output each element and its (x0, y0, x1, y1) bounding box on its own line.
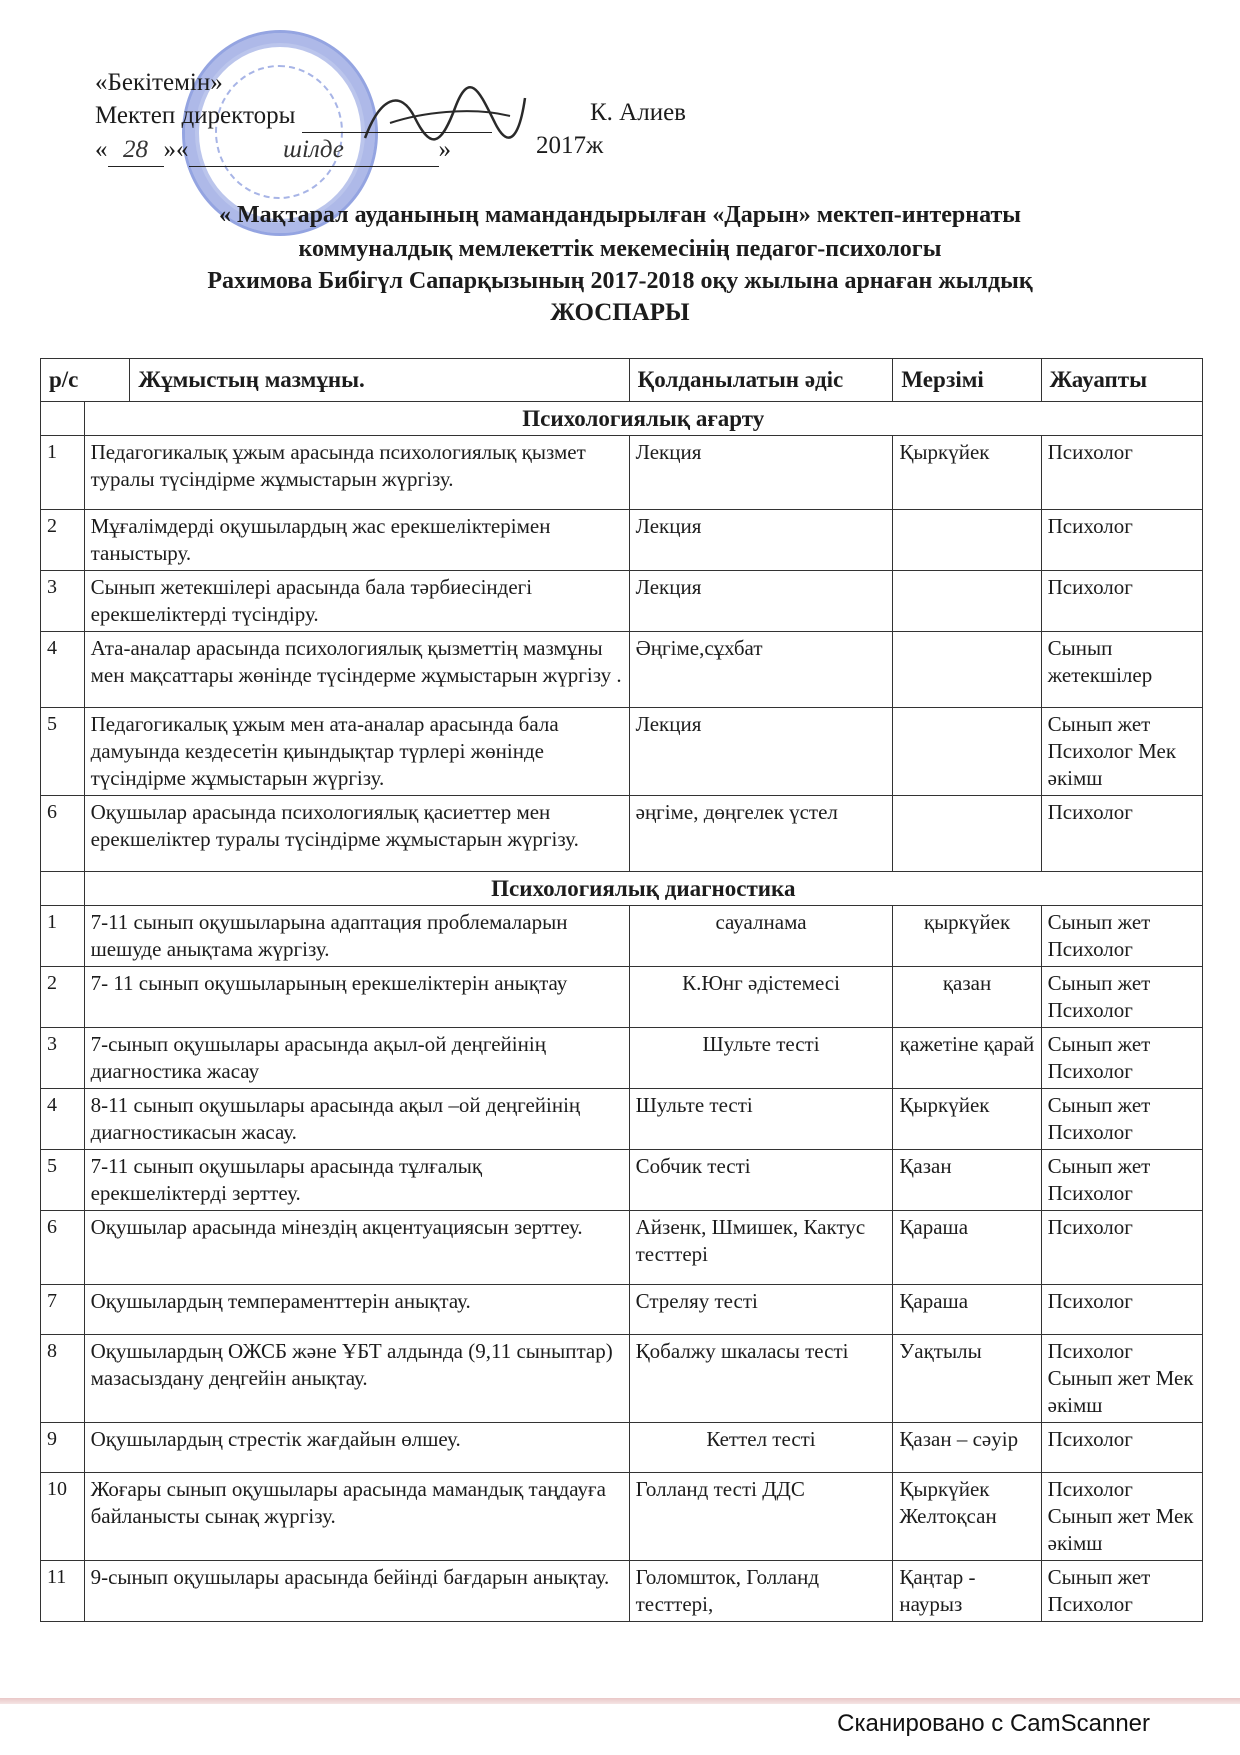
row-content: Педагогикалық ұжым мен ата-аналар арасында бала дамуында кездесетін қиындықтар түрлері жөнінде түсіндірме жұмыстарын жүргізу. (84, 708, 629, 796)
date-day: 28 (108, 133, 164, 167)
row-number: 8 (41, 1335, 85, 1423)
row-term (893, 510, 1041, 571)
row-term: Қараша (893, 1211, 1041, 1285)
row-number: 2 (41, 967, 85, 1028)
row-term: қыркүйек (893, 906, 1041, 967)
section-spacer (41, 872, 85, 906)
table-row (41, 906, 1203, 967)
section-row (41, 402, 1203, 436)
table-row (41, 1561, 1203, 1622)
row-method: Голланд тесті ДДС (629, 1473, 893, 1561)
approval-year: 2017ж (536, 132, 604, 159)
row-number: 5 (41, 708, 85, 796)
row-responsible: Сынып жет Психолог (1041, 906, 1202, 967)
row-responsible: Психолог (1041, 1285, 1202, 1335)
table-row (41, 1473, 1203, 1561)
row-content: Оқушылардың стрестік жағдайын өлшеу. (84, 1423, 629, 1473)
row-method: Лекция (629, 436, 893, 510)
row-term: Қыркүйек (893, 436, 1041, 510)
row-number: 1 (41, 436, 85, 510)
row-content: 7- 11 сынып оқушыларының ерекшеліктерін анықтау (84, 967, 629, 1028)
row-method: Лекция (629, 708, 893, 796)
row-term (893, 796, 1041, 872)
row-responsible: Сынып жет Психолог (1041, 1089, 1202, 1150)
date-open: « (95, 136, 108, 163)
row-responsible: Психолог Сынып жет Мек әкімш (1041, 1335, 1202, 1423)
row-term (893, 708, 1041, 796)
row-content: Жоғары сынып оқушылары арасында мамандық таңдауға байланысты сынақ жүргізу. (84, 1473, 629, 1561)
section-title: Психологиялық диагностика (84, 872, 1202, 906)
row-term: қазан (893, 967, 1041, 1028)
table-row (41, 632, 1203, 708)
row-responsible: Психолог (1041, 796, 1202, 872)
row-content: 7-сынып оқушылары арасында ақыл-ой деңгейінің диагностика жасау (84, 1028, 629, 1089)
table-row (41, 1285, 1203, 1335)
header-term: Мерзімі (893, 359, 1041, 402)
row-term: Қаңтар - наурыз (893, 1561, 1041, 1622)
row-responsible: Сынып жет Психолог (1041, 1561, 1202, 1622)
row-term: Қазан (893, 1150, 1041, 1211)
row-term: Қазан – сәуір (893, 1423, 1041, 1473)
row-number: 3 (41, 571, 85, 632)
row-method: Шульте тесті (629, 1028, 893, 1089)
table-row (41, 708, 1203, 796)
row-method: Лекция (629, 510, 893, 571)
row-content: 7-11 сынып оқушылары арасында тұлғалық ерекшеліктерді зерттеу. (84, 1150, 629, 1211)
row-number: 5 (41, 1150, 85, 1211)
row-responsible: Сынып жет Психолог (1041, 967, 1202, 1028)
date-mid: »« (163, 136, 189, 163)
table-header-row (41, 359, 1203, 402)
row-method: К.Юнг әдістемесі (629, 967, 893, 1028)
row-content: Педагогикалық ұжым арасында психологиялық қызмет туралы түсіндірме жұмыстарын жүргізу. (84, 436, 629, 510)
table-row (41, 436, 1203, 510)
plan-table (40, 358, 1203, 1622)
table-row (41, 1150, 1203, 1211)
row-responsible: Психолог (1041, 436, 1202, 510)
section-title: Психологиялық ағарту (84, 402, 1202, 436)
approve-label: «Бекітемін» (95, 69, 223, 96)
row-term: Қыркүйек (893, 1089, 1041, 1150)
table-row (41, 1028, 1203, 1089)
table-row (41, 571, 1203, 632)
table-row (41, 510, 1203, 571)
row-number: 9 (41, 1423, 85, 1473)
row-content: Сынып жетекшілері арасында бала тәрбиесіндегі ерекшеліктерді түсіндіру. (84, 571, 629, 632)
approval-block (95, 66, 492, 167)
row-method: Қобалжу шкаласы тесті (629, 1335, 893, 1423)
footer-band (0, 1698, 1240, 1704)
table-row (41, 1211, 1203, 1285)
title-line-4: ЖОСПАРЫ (550, 299, 690, 326)
row-method: Кеттел тесті (629, 1423, 893, 1473)
row-responsible: Сынып жетекшілер (1041, 632, 1202, 708)
row-number: 11 (41, 1561, 85, 1622)
director-name: К. Алиев (590, 99, 686, 126)
table-row (41, 1423, 1203, 1473)
table-row (41, 1335, 1203, 1423)
row-content: Оқушылардың темпераменттерін анықтау. (84, 1285, 629, 1335)
row-responsible: Психолог (1041, 1211, 1202, 1285)
row-term: Уақтылы (893, 1335, 1041, 1423)
table-row (41, 967, 1203, 1028)
row-number: 7 (41, 1285, 85, 1335)
row-responsible: Психолог (1041, 510, 1202, 571)
row-term: Қыркүйек Желтоқсан (893, 1473, 1041, 1561)
row-term: қажетіне қарай (893, 1028, 1041, 1089)
title-line-2: коммуналдық мемлекеттік мекемесінің педагог-психологы (298, 236, 942, 262)
row-method: Голомшток, Голланд тесттері, (629, 1561, 893, 1622)
row-number: 4 (41, 632, 85, 708)
row-content: Ата-аналар арасында психологиялық қызметтің мазмұны мен мақсаттары жөнінде түсіндерме жұмыстарын жүргізу . (84, 632, 629, 708)
row-content: 7-11 сынып оқушыларына адаптация проблемаларын шешуде анықтама жүргізу. (84, 906, 629, 967)
row-method: Айзенк, Шмишек, Кактус тесттері (629, 1211, 893, 1285)
row-responsible: Психолог Сынып жет Мек әкімш (1041, 1473, 1202, 1561)
row-content: Оқушылар арасында мінездің акцентуациясын зерттеу. (84, 1211, 629, 1285)
header-content: Жұмыстың мазмұны. (130, 359, 629, 402)
row-content: Оқушылар арасында психологиялық қасиеттер мен ерекшеліктер туралы түсіндірме жұмыстарын жүргізу. (84, 796, 629, 872)
signature-line (302, 99, 492, 133)
row-method: Лекция (629, 571, 893, 632)
row-responsible: Психолог (1041, 1423, 1202, 1473)
row-method: Собчик тесті (629, 1150, 893, 1211)
section-row (41, 872, 1203, 906)
row-number: 2 (41, 510, 85, 571)
row-method: Шульте тесті (629, 1089, 893, 1150)
header-method: Қолданылатын әдіс (629, 359, 893, 402)
row-term (893, 632, 1041, 708)
table-row (41, 796, 1203, 872)
row-responsible: Сынып жет Психолог (1041, 1028, 1202, 1089)
row-responsible: Сынып жет Психолог Мек әкімш (1041, 708, 1202, 796)
scanner-watermark: Сканировано с CamScanner (837, 1710, 1150, 1737)
row-number: 10 (41, 1473, 85, 1561)
date-month: шілде (189, 133, 439, 167)
row-content: Мұғалімдерді оқушылардың жас ерекшеліктерімен таныстыру. (84, 510, 629, 571)
row-number: 1 (41, 906, 85, 967)
row-responsible: Сынып жет Психолог (1041, 1150, 1202, 1211)
director-label: Мектеп директоры (95, 102, 296, 129)
row-content: 9-сынып оқушылары арасында бейінді бағдарын анықтау. (84, 1561, 629, 1622)
row-content: Оқушылардың ОЖСБ және ҰБТ алдында (9,11 сыныптар) мазасыздану деңгейін анықтау. (84, 1335, 629, 1423)
row-method: әңгіме, дөңгелек үстел (629, 796, 893, 872)
row-number: 3 (41, 1028, 85, 1089)
header-num: р/с (41, 359, 130, 402)
date-close: » (438, 136, 451, 163)
row-content: 8-11 сынып оқушылары арасында ақыл –ой деңгейінің диагностикасын жасау. (84, 1089, 629, 1150)
row-number: 6 (41, 1211, 85, 1285)
row-number: 6 (41, 796, 85, 872)
row-number: 4 (41, 1089, 85, 1150)
title-line-1: « Мақтарал ауданының мамандандырылған «Дарын» мектеп-интернаты (219, 202, 1021, 228)
table-row (41, 1089, 1203, 1150)
row-term (893, 571, 1041, 632)
row-responsible: Психолог (1041, 571, 1202, 632)
title-line-3: Рахимова Бибігүл Сапарқызының 2017-2018 оқу жылына арнаған жылдық (207, 268, 1033, 294)
row-method: сауалнама (629, 906, 893, 967)
row-method: Стреляу тесті (629, 1285, 893, 1335)
row-method: Әңгіме,сұхбат (629, 632, 893, 708)
header-resp: Жауапты (1041, 359, 1202, 402)
section-spacer (41, 402, 85, 436)
row-term: Қараша (893, 1285, 1041, 1335)
